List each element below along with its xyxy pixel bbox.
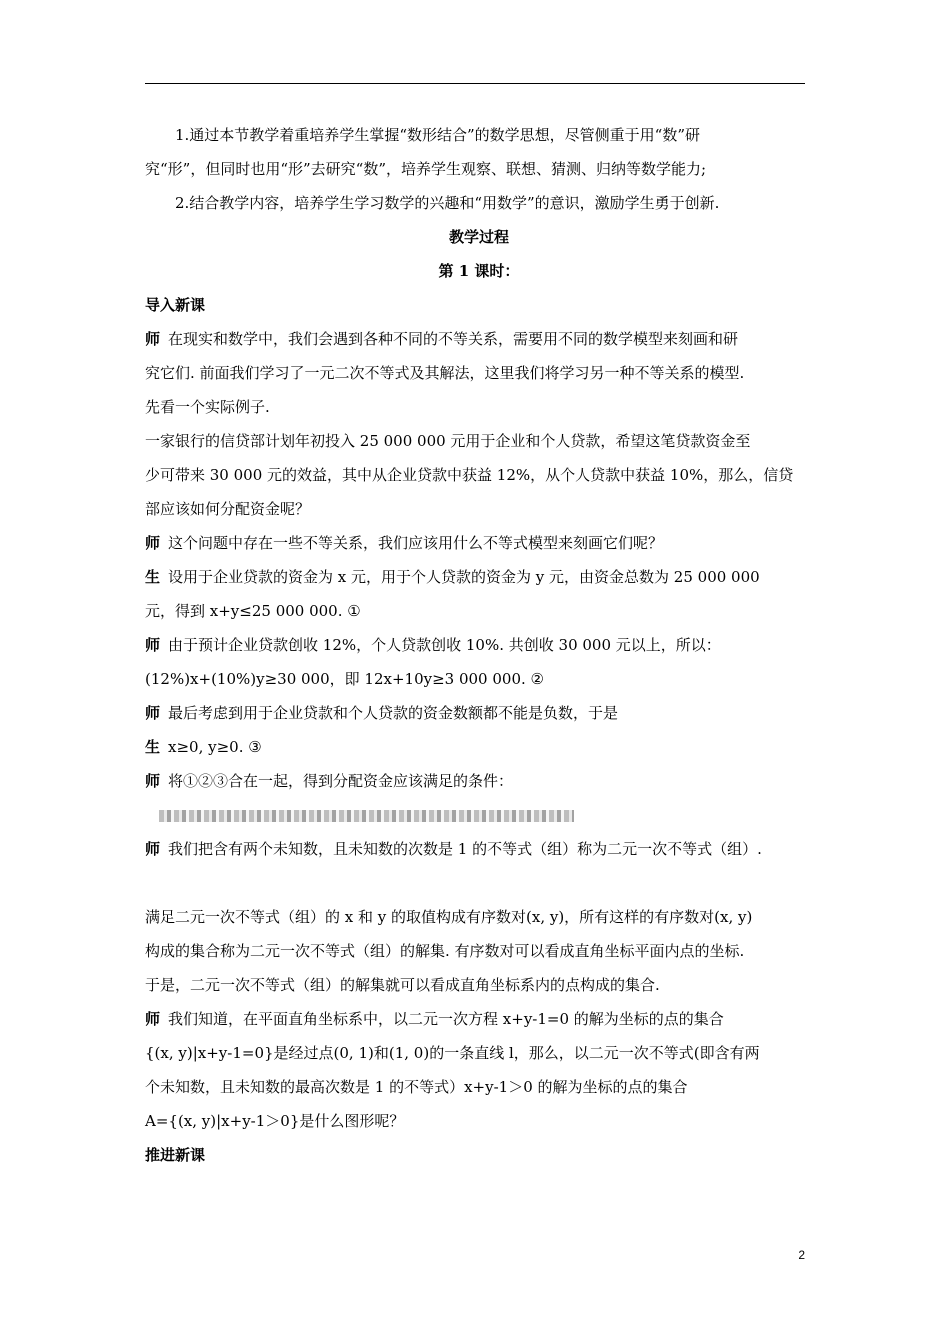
line-text: (12%)x+(10%)y≥30 000，即 12x+10y≥3 000 000. ② xyxy=(145,670,544,688)
text-line xyxy=(145,492,813,526)
line-text: 少可带来 30 000 元的效益，其中从企业贷款中获益 12%，从个人贷款中获益 10%，那么，信贷 xyxy=(145,466,794,484)
line-text: 满足二元一次不等式（组）的 x 和 y 的取值构成有序数对(x, y)，所有这样的有序数对(x, y) xyxy=(145,908,753,926)
page-number: 2 xyxy=(798,1248,805,1262)
text-line xyxy=(145,1036,813,1070)
text-line xyxy=(145,220,813,254)
text-line xyxy=(145,900,813,934)
line-text: 我们把含有两个未知数，且未知数的次数是 1 的不等式（组）称为二元一次不等式（组）. xyxy=(168,840,762,858)
text-line xyxy=(145,832,813,866)
text-line xyxy=(145,526,813,560)
line-text: A={(x, y)|x+y-1＞0}是什么图形呢？ xyxy=(145,1112,405,1130)
speaker-label: 师 xyxy=(145,840,161,858)
speaker-label: 师 xyxy=(145,534,161,552)
document-body xyxy=(145,118,813,1172)
text-line xyxy=(145,798,813,832)
line-text: 教学过程 xyxy=(448,228,509,246)
line-text: 一家银行的信贷部计划年初投入 25 000 000 元用于企业和个人贷款，希望这笔贷款资金至 xyxy=(145,432,751,450)
speaker-label: 师 xyxy=(145,636,161,654)
text-line xyxy=(145,764,813,798)
speaker-label: 生 xyxy=(145,568,161,586)
line-text: 导入新课 xyxy=(145,296,206,314)
line-text: 这个问题中存在一些不等关系，我们应该用什么不等式模型来刻画它们呢？ xyxy=(168,534,664,552)
text-line xyxy=(145,356,813,390)
line-text: 在现实和数学中，我们会遇到各种不同的不等关系，需要用不同的数学模型来刻画和研 xyxy=(168,330,739,348)
line-text: x≥0, y≥0. ③ xyxy=(168,738,262,756)
line-text: 第 1 课时： xyxy=(438,262,520,280)
text-line xyxy=(145,1070,813,1104)
line-text: 将①②③合在一起，得到分配资金应该满足的条件： xyxy=(168,772,514,790)
text-line xyxy=(145,254,813,288)
line-text: 究“形”，但同时也用“形”去研究“数”，培养学生观察、联想、猜测、归纳等数学能力; xyxy=(145,160,707,178)
line-text: 部应该如何分配资金呢？ xyxy=(145,500,311,518)
header-rule xyxy=(145,83,805,84)
text-line xyxy=(145,424,813,458)
text-line xyxy=(145,662,813,696)
speaker-label: 生 xyxy=(145,738,161,756)
speaker-label: 师 xyxy=(145,704,161,722)
text-line xyxy=(145,322,813,356)
text-line xyxy=(145,968,813,1002)
blurred-formula-image xyxy=(159,810,574,822)
speaker-label: 师 xyxy=(145,330,161,348)
text-line xyxy=(145,696,813,730)
text-line xyxy=(145,560,813,594)
line-text: {(x, y)|x+y-1=0}是经过点(0, 1)和(1, 0)的一条直线 l，那么，以二元一次不等式(即含有两 xyxy=(145,1044,760,1062)
text-line xyxy=(145,152,813,186)
text-line xyxy=(145,594,813,628)
text-line xyxy=(145,1002,813,1036)
text-line xyxy=(145,934,813,968)
text-line xyxy=(145,1104,813,1138)
line-text: 于是，二元一次不等式（组）的解集就可以看成直角坐标系内的点构成的集合. xyxy=(145,976,660,994)
speaker-label: 师 xyxy=(145,772,161,790)
text-line xyxy=(145,1138,813,1172)
text-line xyxy=(145,390,813,424)
text-line xyxy=(145,730,813,764)
line-text: 先看一个实际例子. xyxy=(145,398,270,416)
line-text: 设用于企业贷款的资金为 x 元，用于个人贷款的资金为 y 元，由资金总数为 25 000 000 xyxy=(168,568,760,586)
line-text: 究它们. 前面我们学习了一元二次不等式及其解法，这里我们将学习另一种不等关系的模型. xyxy=(145,364,745,382)
line-text: 1.通过本节教学着重培养学生掌握“数形结合”的数学思想，尽管侧重于用“数”研 xyxy=(175,126,700,144)
text-line xyxy=(145,866,813,900)
text-line xyxy=(145,288,813,322)
line-text: 推进新课 xyxy=(145,1146,206,1164)
speaker-label: 师 xyxy=(145,1010,161,1028)
text-line xyxy=(145,118,813,152)
line-text: 我们知道，在平面直角坐标系中，以二元一次方程 x+y-1=0 的解为坐标的点的集合 xyxy=(168,1010,724,1028)
text-line xyxy=(145,186,813,220)
line-text: 构成的集合称为二元一次不等式（组）的解集. 有序数对可以看成直角坐标平面内点的坐标. xyxy=(145,942,745,960)
line-text: 由于预计企业贷款创收 12%，个人贷款创收 10%. 共创收 30 000 元以上，所以： xyxy=(168,636,721,654)
line-text: 2.结合教学内容，培养学生学习数学的兴趣和“用数学”的意识，激励学生勇于创新. xyxy=(175,194,720,212)
line-text: 个未知数，且未知数的最高次数是 1 的不等式）x+y-1＞0 的解为坐标的点的集合 xyxy=(145,1078,688,1096)
line-text: 元，得到 x+y≤25 000 000. ① xyxy=(145,602,361,620)
text-line xyxy=(145,458,813,492)
line-text: 最后考虑到用于企业贷款和个人贷款的资金数额都不能是负数，于是 xyxy=(168,704,619,722)
text-line xyxy=(145,628,813,662)
